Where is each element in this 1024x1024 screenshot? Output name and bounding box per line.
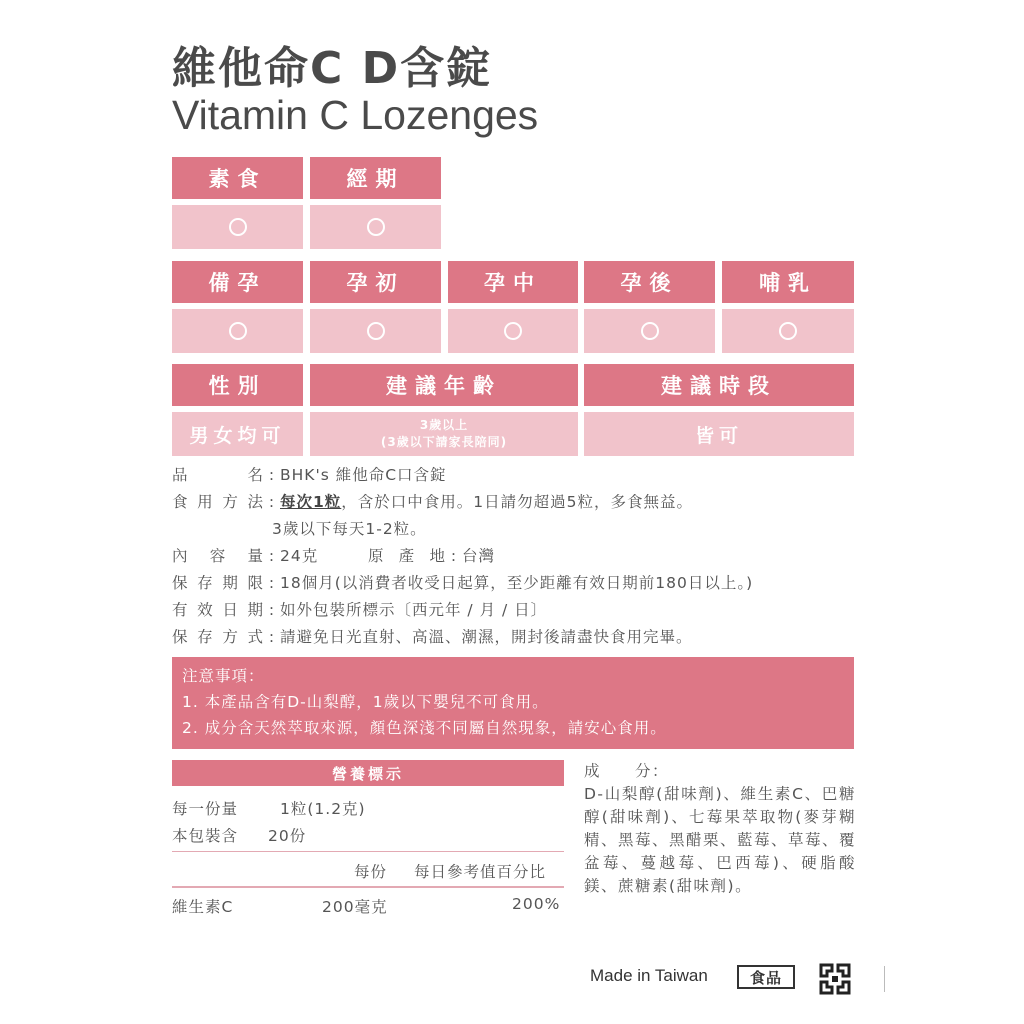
header-breastfeeding: 哺乳 bbox=[722, 261, 854, 303]
check-circle-icon bbox=[641, 322, 659, 340]
value-recommended-time: 皆可 bbox=[584, 412, 854, 456]
expiry-value: 如外包裝所標示〔西元年 / 月 / 日〕 bbox=[280, 601, 548, 619]
storage-value: 請避免日光直射、高溫、潮濕，開封後請盡快食用完畢。 bbox=[280, 628, 693, 646]
check-circle-icon bbox=[367, 218, 385, 236]
expiry-label: 有效日期 bbox=[172, 601, 264, 619]
value-prepregnancy bbox=[172, 309, 303, 353]
product-title-en: Vitamin C Lozenges bbox=[172, 92, 539, 138]
shelf-label: 保存期限 bbox=[172, 574, 264, 592]
name-value: BHK's 維他命C口含錠 bbox=[280, 466, 447, 484]
usage-emphasis: 每次1粒 bbox=[280, 493, 342, 511]
header-vegetarian: 素食 bbox=[172, 157, 303, 199]
content-label: 內容量 bbox=[172, 547, 264, 565]
ingredients-text: D-山梨醇(甜味劑)、維生素C、巴糖醇(甜味劑)、七莓果萃取物(麥芽糊精、黑莓、黑醋栗、藍莓、草莓、覆盆莓、蔓越莓、巴西莓)、硬脂酸鎂、蔗糖素(甜味劑)。 bbox=[584, 785, 857, 895]
value-mid-pregnancy bbox=[448, 309, 578, 353]
info-row-name: 品名 : BHK's 維他命C口含錠 bbox=[172, 462, 753, 489]
recycle-icon bbox=[818, 962, 852, 996]
servings-value: 20份 bbox=[268, 827, 307, 845]
info-row-usage-2 bbox=[172, 516, 753, 543]
notice-box bbox=[172, 657, 854, 749]
storage-label: 保存方式 bbox=[172, 628, 264, 646]
ingredients-label: 成 分： bbox=[584, 762, 670, 780]
check-circle-icon bbox=[229, 322, 247, 340]
nutrient-amount: 200毫克 bbox=[322, 898, 388, 916]
age-line-2: (3歲以下請家長陪同) bbox=[380, 435, 508, 449]
made-in-label: Made in Taiwan bbox=[590, 966, 708, 985]
serving-value: 1粒(1.2克) bbox=[280, 800, 366, 818]
usage-text-line2: 3歲以下每天1-2粒。 bbox=[272, 520, 427, 538]
info-row-shelf: 保存期限 : 18個月(以消費者收受日起算，至少距離有效日期前180日以上。) bbox=[172, 570, 753, 597]
nutrition-divider-bottom bbox=[172, 886, 564, 888]
value-menstruation bbox=[310, 205, 441, 249]
info-row-expiry: 有效日期 : 如外包裝所標示〔西元年 / 月 / 日〕 bbox=[172, 597, 753, 624]
origin-label: 原產地 bbox=[368, 547, 446, 565]
age-line-1: 3歲以上 bbox=[419, 418, 469, 432]
servings-label: 本包裝含 bbox=[172, 827, 239, 845]
value-early-pregnancy bbox=[310, 309, 441, 353]
product-info bbox=[172, 462, 753, 651]
value-recommended-age bbox=[310, 412, 578, 456]
header-recommended-time: 建議時段 bbox=[584, 364, 854, 406]
product-title-zh: 維他命C D含錠 bbox=[172, 43, 493, 94]
notice-item-2: 2. 成分含天然萃取來源，顏色深淺不同屬自然現象，請安心食用。 bbox=[182, 719, 667, 737]
check-circle-icon bbox=[367, 322, 385, 340]
usage-label: 食用方法 bbox=[172, 493, 264, 511]
column-per-serving: 每份 bbox=[354, 863, 388, 881]
notice-item-1: 1. 本產品含有D-山梨醇，1歲以下嬰兒不可食用。 bbox=[182, 693, 549, 711]
info-row-usage: 食用方法 : 每次1粒 ，含於口中食用。1日請勿超過5粒，多食無益。 bbox=[172, 489, 753, 516]
check-circle-icon bbox=[779, 322, 797, 340]
name-label: 品名 bbox=[172, 466, 264, 484]
header-mid-pregnancy: 孕中 bbox=[448, 261, 578, 303]
info-row-storage: 保存方式 : 請避免日光直射、高溫、潮濕，開封後請盡快食用完畢。 bbox=[172, 624, 753, 651]
info-row-content: 內容量 : 24克 原產地 : 台灣 bbox=[172, 543, 753, 570]
content-value: 24克 bbox=[280, 547, 319, 565]
origin-value: 台灣 bbox=[462, 547, 496, 565]
food-badge: 食品 bbox=[737, 965, 795, 989]
nutrition-title: 營養標示 bbox=[172, 760, 564, 786]
column-daily-value: 每日參考值百分比 bbox=[414, 863, 547, 881]
value-vegetarian bbox=[172, 205, 303, 249]
header-gender: 性別 bbox=[172, 364, 303, 406]
header-menstruation: 經期 bbox=[310, 157, 441, 199]
nutrient-name: 維生素C bbox=[172, 898, 234, 916]
footer-divider bbox=[884, 966, 885, 992]
nutrition-divider-top bbox=[172, 851, 564, 852]
check-circle-icon bbox=[229, 218, 247, 236]
serving-label: 每一份量 bbox=[172, 800, 239, 818]
header-early-pregnancy: 孕初 bbox=[310, 261, 441, 303]
ingredients bbox=[584, 760, 856, 898]
header-recommended-age: 建議年齡 bbox=[310, 364, 578, 406]
value-breastfeeding bbox=[722, 309, 854, 353]
header-late-pregnancy: 孕後 bbox=[584, 261, 715, 303]
usage-text: ，含於口中食用。1日請勿超過5粒，多食無益。 bbox=[341, 493, 694, 511]
header-prepregnancy: 備孕 bbox=[172, 261, 303, 303]
check-circle-icon bbox=[504, 322, 522, 340]
notice-title: 注意事項： bbox=[182, 667, 265, 685]
value-late-pregnancy bbox=[584, 309, 715, 353]
nutrient-percent: 200% bbox=[512, 895, 561, 913]
value-gender: 男女均可 bbox=[172, 412, 303, 456]
shelf-value: 18個月(以消費者收受日起算，至少距離有效日期前180日以上。) bbox=[280, 574, 754, 592]
